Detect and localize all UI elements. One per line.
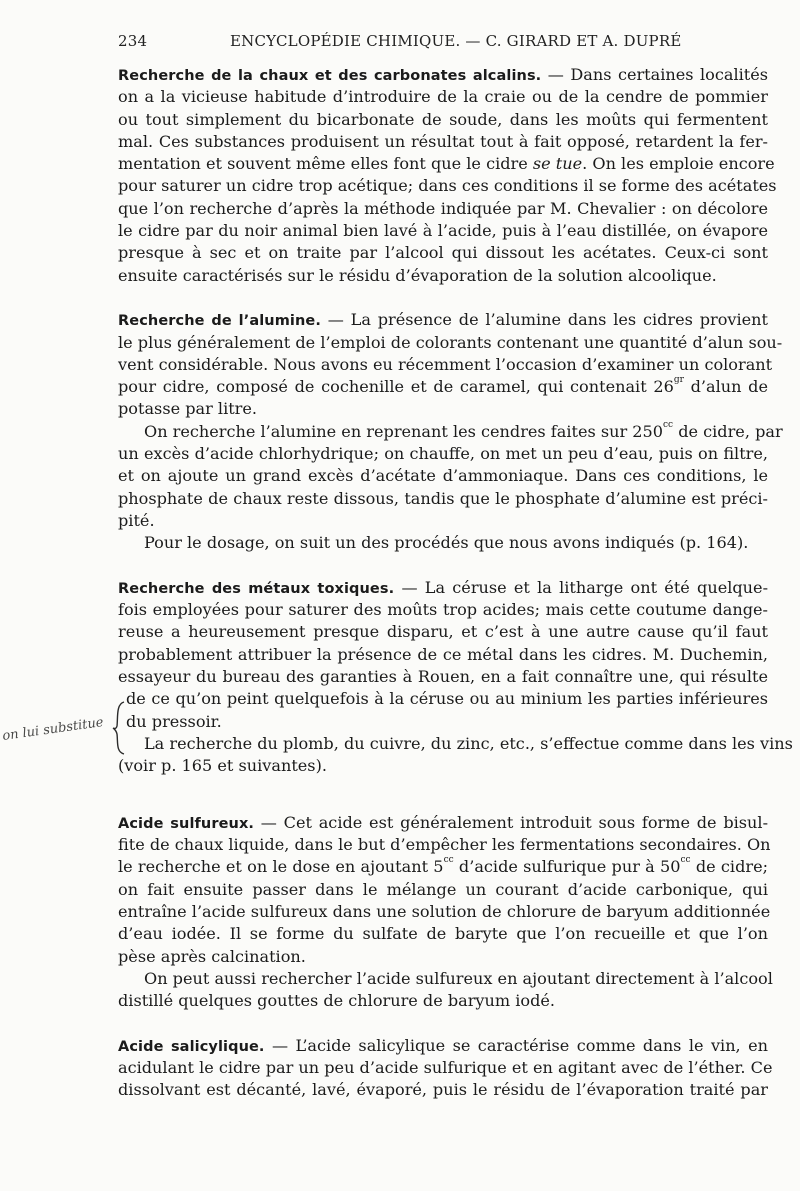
text-line: reuse a heureusement presque disparu, et c’est à une autre cause qu’il faut xyxy=(118,622,768,642)
text-line: Recherche de la chaux et des carbonates alcalins. — Dans certaines localités xyxy=(118,65,768,84)
text-line: phosphate de chaux reste dissous, tandis que le phosphate d’alumine est préci- xyxy=(118,488,768,508)
text-line: vent considérable. Nous avons eu récemment l’occasion d’examiner un colorant xyxy=(118,354,773,374)
section-heading: Acide salicylique. xyxy=(118,1038,265,1055)
spacer xyxy=(118,287,768,309)
text-line: (voir p. 165 et suivantes). xyxy=(118,756,327,776)
section-heading: Recherche des métaux toxiques. xyxy=(118,580,395,597)
text-line: on a la vicieuse habitude d’introduire de la craie ou de la cendre de pommier xyxy=(118,87,768,107)
text-line: le recherche et on le dose en ajoutant $5^{cc}$ d’acide sulfurique pur à $50^{cc}$ de cidre; xyxy=(118,855,769,877)
spacer xyxy=(118,778,768,800)
text-line: distillé quelques gouttes de chlorure de baryum iodé. xyxy=(118,991,556,1011)
text-line: du pressoir. xyxy=(126,711,222,731)
text-line: mentation et souvent même elles font que le cidre se tue. On les emploie encore xyxy=(118,154,775,174)
text-line: presque à sec et on traite par l’alcool qui dissout les acétates. Ceux-ci sont xyxy=(118,243,768,263)
text-line: ensuite caractérisés sur le résidu d’évaporation de la solution alcoolique. xyxy=(118,265,717,285)
page-header xyxy=(118,32,682,54)
page-number: 234 xyxy=(118,32,148,50)
spacer xyxy=(118,1012,768,1034)
text-line: le cidre par du noir animal bien lavé à l’acide, puis à l’eau distillée, on évapore xyxy=(118,221,768,241)
body-text xyxy=(118,64,793,1102)
text-line: que l’on recherche d’après la méthode indiquée par M. Chevalier : on décolore xyxy=(118,198,768,218)
text-line: Recherche de l’alumine. — La présence de l’alumine dans les cidres provient xyxy=(118,310,768,330)
text-line: pèse après calcination. xyxy=(118,946,306,966)
text-line: Acide salicylique. — L’acide salicylique se caractérise comme dans le vin, en xyxy=(118,1035,768,1055)
section-alumine xyxy=(118,309,783,554)
italic-text: se tue xyxy=(532,154,583,174)
section-acide-salicylique xyxy=(118,1035,773,1102)
text-line: ou tout simplement du bicarbonate de soude, dans les moûts qui fermentent xyxy=(118,109,768,129)
text-line: fite de chaux liquide, dans le but d’empêcher les fermentations secondaires. On xyxy=(118,835,771,855)
handwritten-margin-note: on lui substitue xyxy=(1,714,105,745)
spacer xyxy=(118,555,768,577)
section-heading: Recherche de l’alumine. xyxy=(118,313,321,330)
text-line: et on ajoute un grand excès d’acétate d’ammoniaque. Dans ces conditions, le xyxy=(118,466,768,486)
text-line: le plus généralement de l’emploi de colorants contenant une quantité d’alun sou- xyxy=(118,332,783,352)
text-line: pité. xyxy=(118,510,155,530)
text-line: acidulant le cidre par un peu d’acide sulfurique et en agitant avec de l’éther. Ce xyxy=(118,1058,773,1078)
text-line: potasse par litre. xyxy=(118,399,258,419)
text-line: On peut aussi rechercher l’acide sulfureux en ajoutant directement à l’alcool xyxy=(144,968,773,988)
section-heading: Recherche de la chaux et des carbonates alcalins. xyxy=(118,68,542,84)
spacer xyxy=(118,800,768,812)
text-line: mal. Ces substances produisent un résultat tout à fait opposé, retardent la fer- xyxy=(118,131,768,151)
text-line: La recherche du plomb, du cuivre, du zinc, etc., s’effectue comme dans les vins xyxy=(144,733,793,753)
section-chaux xyxy=(118,64,777,287)
text-line: On recherche l’alumine en reprenant les cendres faites sur $250^{cc}$ de cidre, par xyxy=(144,419,783,441)
margin-bracket-icon xyxy=(112,700,126,756)
text-line: entraîne l’acide sulfureux dans une solution de chlorure de baryum additionnée xyxy=(118,901,771,921)
running-title: ENCYCLOPÉDIE CHIMIQUE. — C. GIRARD ET A. DUPRÉ xyxy=(230,32,682,50)
text-line: un excès d’acide chlorhydrique; on chauffe, on met un peu d’eau, puis on filtre, xyxy=(118,444,768,464)
text-line: de ce qu’on peint quelquefois à la céruse ou au minium les parties inférieures xyxy=(126,689,768,709)
section-heading: Acide sulfureux. xyxy=(118,815,255,832)
text-line: pour saturer un cidre trop acétique; dans ces conditions il se forme des acétates xyxy=(118,176,777,196)
section-acide-sulfureux xyxy=(118,812,773,1013)
text-line: fois employées pour saturer des moûts trop acides; mais cette coutume dange- xyxy=(118,600,768,620)
text-line: d’eau iodée. Il se forme du sulfate de baryte que l’on recueille et que l’on xyxy=(118,924,768,944)
text-line: Acide sulfureux. — Cet acide est généralement introduit sous forme de bisul- xyxy=(118,812,769,832)
text-line: pour cidre, composé de cochenille et de caramel, qui contenait $26^{gr}$ d’alun de xyxy=(118,375,768,397)
section-metaux xyxy=(118,577,793,778)
text-line: essayeur du bureau des garanties à Rouen, en a fait connaître une, qui résulte xyxy=(118,667,768,687)
text-line: probablement attribuer la présence de ce métal dans les cidres. M. Duchemin, xyxy=(118,644,768,664)
text-line: Recherche des métaux toxiques. — La céruse et la litharge ont été quelque- xyxy=(118,577,769,597)
text-line: Pour le dosage, on suit un des procédés que nous avons indiqués (p. 164). xyxy=(144,533,749,553)
text-line: on fait ensuite passer dans le mélange un courant d’acide carbonique, qui xyxy=(118,879,768,899)
text-line: dissolvant est décanté, lavé, évaporé, puis le résidu de l’évaporation traité par xyxy=(118,1080,768,1100)
